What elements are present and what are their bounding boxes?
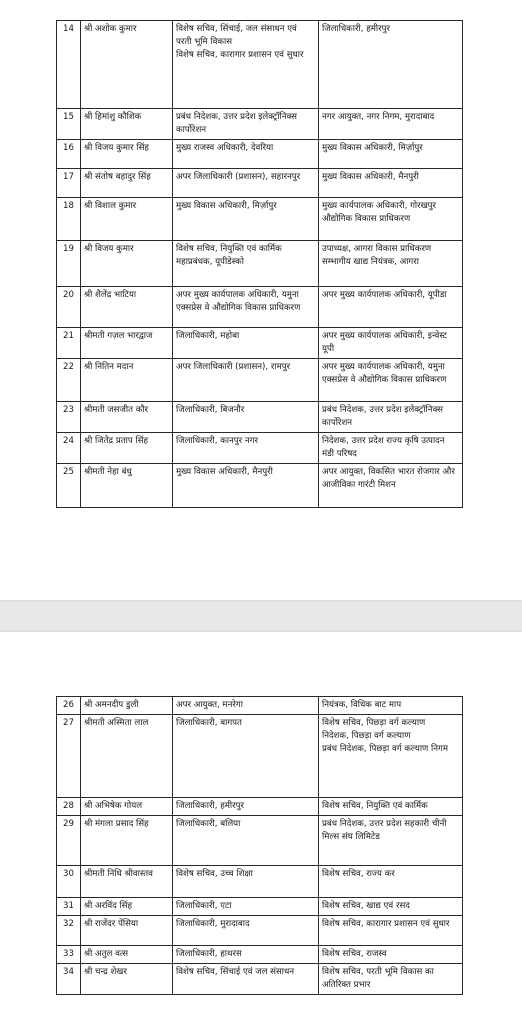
- table-row: [57, 402, 463, 433]
- new-posting-line: अपर आयुक्त, विकसित भारत रोजगार और आजीविका गारंटी मिशन: [322, 467, 455, 490]
- new-posting-line: उपाध्यक्ष, आगरा विकास प्राधिकरण: [322, 244, 432, 254]
- new-posting-line: अपर मुख्य कार्यपालक अधिकारी, यूपीडा: [322, 290, 447, 300]
- current-posting-cell: [173, 359, 319, 402]
- serial-number-cell: 27: [57, 715, 81, 798]
- current-posting-cell: [173, 798, 319, 816]
- current-posting-cell: [173, 109, 319, 140]
- new-posting-line: मुख्य विकास अधिकारी, मिर्ज़ापुर: [322, 143, 423, 153]
- table-row: [57, 359, 463, 402]
- table-row: [57, 798, 463, 816]
- current-posting-line: जिलाधिकारी, बिजनौर: [176, 405, 245, 415]
- table-row: [57, 916, 463, 946]
- officer-name-cell: श्री अभिषेक गोयल: [81, 798, 173, 816]
- new-posting-cell: [319, 433, 463, 464]
- new-posting-cell: [319, 21, 463, 109]
- current-posting-cell: [173, 287, 319, 328]
- current-posting-cell: [173, 697, 319, 715]
- current-posting-line: जिलाधिकारी, एटा: [176, 901, 232, 911]
- new-posting-cell: [319, 402, 463, 433]
- table-row: [57, 697, 463, 715]
- table-row: [57, 169, 463, 198]
- current-posting-cell: [173, 464, 319, 508]
- new-posting-line: मुख्य विकास अधिकारी, मैनपुरी: [322, 172, 419, 182]
- table-row: [57, 964, 463, 995]
- serial-number-cell: 34: [57, 964, 81, 995]
- new-posting-cell: [319, 898, 463, 916]
- new-posting-cell: [319, 359, 463, 402]
- new-posting-line: विशेष सचिव, पिछड़ा वर्ग कल्याण: [322, 718, 426, 728]
- new-posting-cell: [319, 697, 463, 715]
- current-posting-line: मुख्य विकास अधिकारी, मिर्ज़ापुर: [176, 201, 277, 211]
- officer-name-cell: श्री नितिन मदान: [81, 359, 173, 402]
- new-posting-line: निदेशक, पिछड़ा वर्ग कल्याण: [322, 731, 411, 741]
- current-posting-cell: [173, 964, 319, 995]
- new-posting-cell: [319, 964, 463, 995]
- table-row: [57, 287, 463, 328]
- transfer-table-body: [57, 21, 463, 508]
- officer-name-cell: श्री संतोष बहादुर सिंह: [81, 169, 173, 198]
- new-posting-line: मुख्य कार्यपालक अधिकारी, गोरखपुर औद्योगिक विकास प्राधिकरण: [322, 201, 437, 224]
- serial-number-cell: 31: [57, 898, 81, 916]
- serial-number-cell: 23: [57, 402, 81, 433]
- serial-number-cell: 24: [57, 433, 81, 464]
- new-posting-cell: [319, 109, 463, 140]
- table-row: [57, 898, 463, 916]
- table-row: [57, 328, 463, 359]
- current-posting-line: जिलाधिकारी, बागपत: [176, 718, 242, 728]
- serial-number-cell: 15: [57, 109, 81, 140]
- officer-name-cell: श्री अरविंद सिंह: [81, 898, 173, 916]
- officer-name-cell: श्री राजेंदर पेंसिया: [81, 916, 173, 946]
- table-row: [57, 241, 463, 287]
- current-posting-cell: [173, 169, 319, 198]
- current-posting-cell: [173, 816, 319, 866]
- current-posting-cell: [173, 916, 319, 946]
- current-posting-cell: [173, 21, 319, 109]
- current-posting-cell: [173, 946, 319, 964]
- serial-number-cell: 28: [57, 798, 81, 816]
- new-posting-line: विशेष सचिव, खाद्य एवं रसद: [322, 901, 410, 911]
- new-posting-line: प्रबंध निदेशक, उत्तर प्रदेश इलेक्ट्रॉनिक्स कार्पोरेशन: [322, 405, 443, 428]
- transfer-table-body: [57, 697, 463, 995]
- current-posting-cell: [173, 241, 319, 287]
- new-posting-cell: [319, 140, 463, 169]
- officer-name-cell: श्री चन्द्र शेखर: [81, 964, 173, 995]
- new-posting-line: विशेष सचिव, राज्य कर: [322, 869, 395, 879]
- current-posting-line: महाप्रबंधक, यूपीडेस्को: [176, 257, 244, 267]
- current-posting-line: विशेष सचिव, सिंचाई एवं जल संसाधन: [176, 967, 295, 977]
- current-posting-cell: [173, 715, 319, 798]
- officer-name-cell: श्रीमती अस्मिता लाल: [81, 715, 173, 798]
- new-posting-line: विशेष सचिव, राजस्व: [322, 949, 387, 959]
- new-posting-line: अपर मुख्य कार्यपालक अधिकारी, इन्वेस्ट यूपी: [322, 331, 447, 354]
- table-row: [57, 715, 463, 798]
- new-posting-cell: [319, 798, 463, 816]
- new-posting-line: अपर मुख्य कार्यपालक अधिकारी, यमुना एक्सप्रेस वे औद्योगिक विकास प्राधिकरण: [322, 362, 447, 385]
- current-posting-line: मुख्य विकास अधिकारी, मैनपुरी: [176, 467, 273, 477]
- current-posting-line: विशेष सचिव, उच्च शिक्षा: [176, 869, 253, 879]
- new-posting-cell: [319, 866, 463, 898]
- officer-name-cell: श्रीमती गज़ल भारद्वाज: [81, 328, 173, 359]
- serial-number-cell: 33: [57, 946, 81, 964]
- new-posting-line: प्रबंध निदेशक, पिछड़ा वर्ग कल्याण निगम: [322, 744, 448, 754]
- transfer-table-page-2: [56, 696, 463, 995]
- officer-name-cell: श्री विजय कुमार: [81, 241, 173, 287]
- current-posting-line: जिलाधिकारी, हाथरस: [176, 949, 242, 959]
- transfer-table-page-1: [56, 20, 463, 508]
- current-posting-line: जिलाधिकारी, बलिया: [176, 819, 241, 829]
- officer-name-cell: श्री मंगला प्रसाद सिंह: [81, 816, 173, 866]
- table-row: [57, 816, 463, 866]
- table-row: [57, 198, 463, 241]
- table-row: [57, 109, 463, 140]
- serial-number-cell: 14: [57, 21, 81, 109]
- current-posting-cell: [173, 402, 319, 433]
- current-posting-line: अपर जिलाधिकारी (प्रशासन), सहारनपुर: [176, 172, 301, 182]
- officer-name-cell: श्री अशोक कुमार: [81, 21, 173, 109]
- current-posting-line: अपर मुख्य कार्यपालक अधिकारी, यमुना एक्सप्रेस वे औद्योगिक विकास प्राधिकरण: [176, 290, 301, 313]
- new-posting-cell: [319, 916, 463, 946]
- officer-name-cell: श्रीमती नेहा बंधु: [81, 464, 173, 508]
- new-posting-cell: [319, 715, 463, 798]
- document-page-2: [0, 632, 522, 1024]
- current-posting-line: जिलाधिकारी, महोबा: [176, 331, 240, 341]
- current-posting-line: विशेष सचिव, सिंचाई, जल संसाधन एवं परती भूमि विकास: [176, 24, 297, 47]
- serial-number-cell: 21: [57, 328, 81, 359]
- new-posting-line: सम्भागीय खाद्य नियंत्रक, आगरा: [322, 257, 419, 267]
- officer-name-cell: श्रीमती निधि श्रीवास्तव: [81, 866, 173, 898]
- current-posting-cell: [173, 866, 319, 898]
- table-row: [57, 140, 463, 169]
- current-posting-line: विशेष सचिव, कारागार प्रशासन एवं सुधार: [176, 50, 304, 60]
- officer-name-cell: श्री अमनदीप डुली: [81, 697, 173, 715]
- new-posting-line: नियंत्रक, विधिक बाट माप: [322, 700, 402, 710]
- current-posting-cell: [173, 898, 319, 916]
- current-posting-cell: [173, 433, 319, 464]
- current-posting-line: मुख्य राजस्व अधिकारी, देवरिया: [176, 143, 274, 153]
- current-posting-line: अपर आयुक्त, मनरेगा: [176, 700, 243, 710]
- serial-number-cell: 17: [57, 169, 81, 198]
- new-posting-line: जिलाधिकारी, हमीरपुर: [322, 24, 391, 34]
- new-posting-cell: [319, 287, 463, 328]
- new-posting-cell: [319, 946, 463, 964]
- table-row: [57, 946, 463, 964]
- table-row: [57, 866, 463, 898]
- officer-name-cell: श्री विशाल कुमार: [81, 198, 173, 241]
- serial-number-cell: 22: [57, 359, 81, 402]
- new-posting-cell: [319, 198, 463, 241]
- new-posting-line: नगर आयुक्त, नगर निगम, मुरादाबाद: [322, 112, 435, 122]
- new-posting-cell: [319, 169, 463, 198]
- current-posting-line: जिलाधिकारी, मुरादाबाद: [176, 919, 250, 929]
- table-row: [57, 433, 463, 464]
- current-posting-line: विशेष सचिव, नियुक्ति एवं कार्मिक: [176, 244, 282, 254]
- table-row: [57, 21, 463, 109]
- officer-name-cell: श्री अतुल वत्स: [81, 946, 173, 964]
- new-posting-cell: [319, 328, 463, 359]
- current-posting-cell: [173, 198, 319, 241]
- serial-number-cell: 32: [57, 916, 81, 946]
- current-posting-line: अपर जिलाधिकारी (प्रशासन), रामपुर: [176, 362, 291, 372]
- officer-name-cell: श्री हिमांशु कौशिक: [81, 109, 173, 140]
- current-posting-line: जिलाधिकारी, हमीरपुर: [176, 801, 245, 811]
- serial-number-cell: 26: [57, 697, 81, 715]
- serial-number-cell: 18: [57, 198, 81, 241]
- serial-number-cell: 29: [57, 816, 81, 866]
- serial-number-cell: 25: [57, 464, 81, 508]
- current-posting-line: प्रबंध निदेशक, उत्तर प्रदेश इलेक्ट्रॉनिक्स कार्पोरेशन: [176, 112, 297, 135]
- current-posting-line: जिलाधिकारी, कानपुर नगर: [176, 436, 259, 446]
- officer-name-cell: श्री शैलेंद्र भाटिया: [81, 287, 173, 328]
- new-posting-cell: [319, 241, 463, 287]
- new-posting-line: विशेष सचिव, कारागार प्रशासन एवं सुधार: [322, 919, 450, 929]
- officer-name-cell: श्री विजय कुमार सिंह: [81, 140, 173, 169]
- new-posting-cell: [319, 816, 463, 866]
- new-posting-line: विशेष सचिव, नियुक्ति एवं कार्मिक: [322, 801, 428, 811]
- officer-name-cell: श्री जितेंद्र प्रताप सिंह: [81, 433, 173, 464]
- new-posting-line: निदेशक, उत्तर प्रदेश राज्य कृषि उत्पादन मंडी परिषद: [322, 436, 445, 459]
- new-posting-line: विशेष सचिव, परती भूमि विकास का अतिरिक्त प्रभार: [322, 967, 434, 990]
- current-posting-cell: [173, 140, 319, 169]
- current-posting-cell: [173, 328, 319, 359]
- serial-number-cell: 20: [57, 287, 81, 328]
- serial-number-cell: 16: [57, 140, 81, 169]
- new-posting-cell: [319, 464, 463, 508]
- officer-name-cell: श्रीमती जसजीत कौर: [81, 402, 173, 433]
- serial-number-cell: 30: [57, 866, 81, 898]
- table-row: [57, 464, 463, 508]
- serial-number-cell: 19: [57, 241, 81, 287]
- new-posting-line: प्रबंध निदेशक, उत्तर प्रदेश सहकारी चीनी मिल्स संघ लिमिटेड: [322, 819, 447, 842]
